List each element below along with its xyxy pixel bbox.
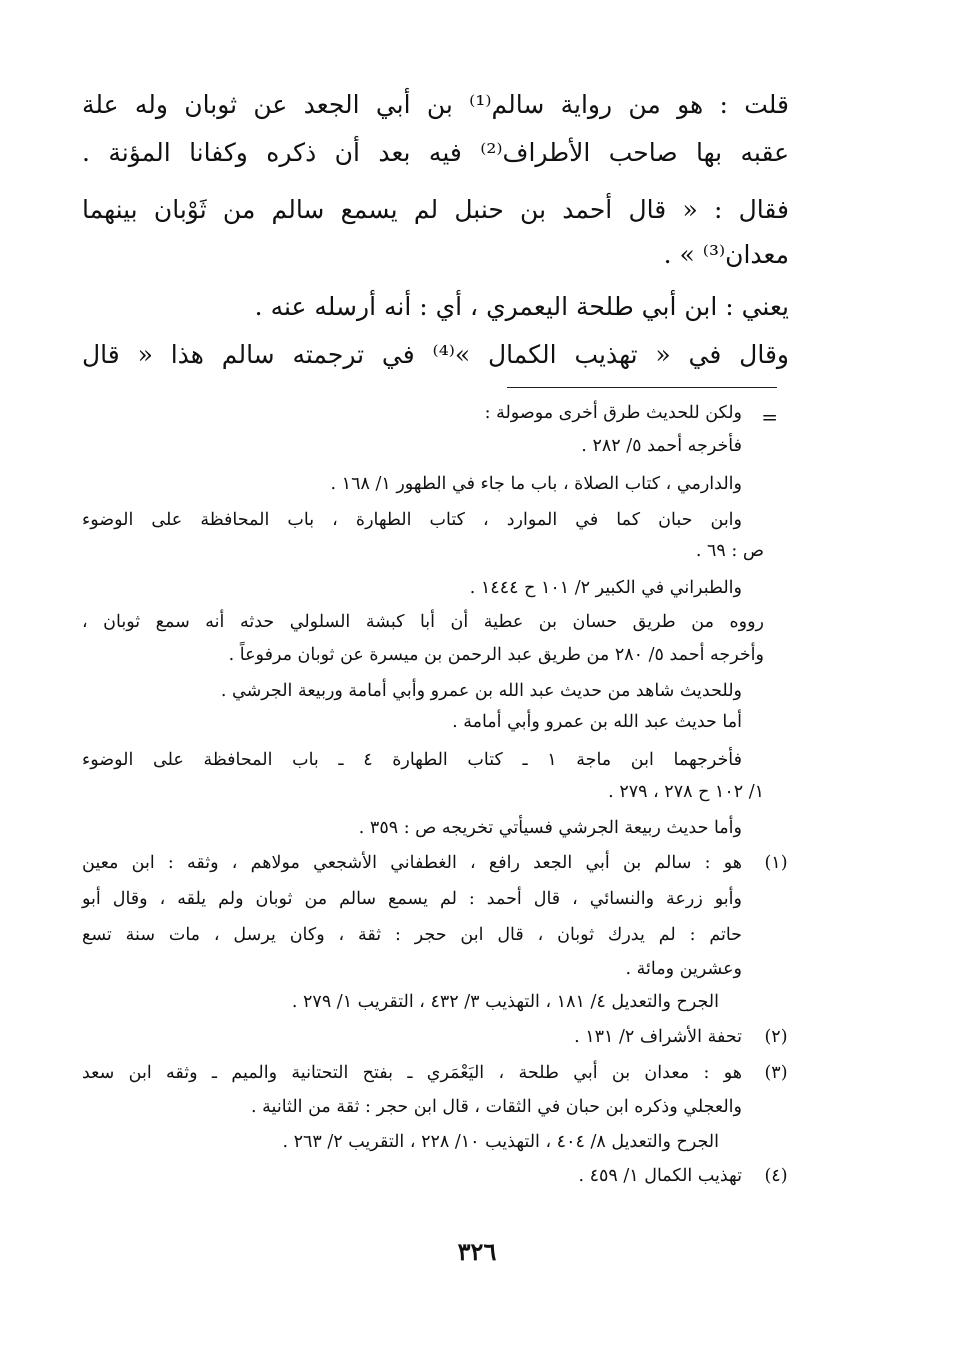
- footnote-number: (١): [764, 853, 788, 873]
- continuation-note-line: وأما حديث ربيعة الجرشي فسيأتي تخريجه ص : ٣٥٩ .: [358, 818, 742, 838]
- page-number: ٣٢٦: [457, 1237, 497, 1266]
- continuation-note-line: فأخرجه أحمد ٥/ ٢٨٢ .: [581, 436, 742, 456]
- footnote-line: حاتم : لم يدرك ثوبان ، قال ابن حجر : ثقة ، وكان يرسل ، مات سنة تسع: [82, 925, 742, 945]
- footnote-line: هو : معدان بن أبي طلحة ، اليَعْمَري ـ بفتح التحتانية والميم ـ وثقه ابن سعد: [82, 1063, 742, 1083]
- main-text-line: معدان⁽³⁾ » .: [663, 240, 789, 269]
- continuation-note-line: ص : ٦٩ .: [695, 541, 764, 561]
- footnote-line: والعجلي وذكره ابن حبان في الثقات ، قال ابن حجر : ثقة من الثانية .: [251, 1097, 742, 1117]
- main-text-line: عقبه بها صاحب الأطراف⁽²⁾ فيه بعد أن ذكره وكفانا المؤنة .: [82, 138, 790, 167]
- continuation-note-line: رووه من طريق حسان بن عطية أن أبا كبشة السلولي حدثه أنه سمع ثوبان ،: [82, 612, 764, 632]
- continuation-note-line: وأخرجه أحمد ٥/ ٢٨٠ من طريق عبد الرحمن بن ميسرة عن ثوبان مرفوعاً .: [228, 645, 764, 665]
- continuation-note-line: وللحديث شاهد من حديث عبد الله بن عمرو وأبي أمامة وربيعة الجرشي .: [220, 681, 742, 701]
- footnote-number: (٤): [764, 1166, 788, 1186]
- continuation-note-line: ١/ ١٠٢ ح ٢٧٨ ، ٢٧٩ .: [608, 782, 764, 802]
- footnote-line: هو : سالم بن أبي الجعد رافع ، الغطفاني الأشجعي مولاهم ، وثقه : ابن معين: [82, 853, 742, 873]
- footnote-line: الجرح والتعديل ٨/ ٤٠٤ ، التهذيب ١٠/ ٢٢٨ ، التقريب ٢/ ٢٦٣ .: [282, 1132, 719, 1152]
- main-text-line: يعني : ابن أبي طلحة اليعمري ، أي : أنه أرسله عنه .: [254, 292, 789, 321]
- footnote-line: تحفة الأشراف ٢/ ١٣١ .: [574, 1027, 742, 1047]
- main-text-line: فقال : « قال أحمد بن حنبل لم يسمع سالم من ثَوْبان بينهما: [82, 195, 789, 224]
- footnote-line: تهذيب الكمال ١/ ٤٥٩ .: [578, 1166, 742, 1186]
- continuation-note-line: والدارمي ، كتاب الصلاة ، باب ما جاء في الطهور ١/ ١٦٨ .: [330, 474, 742, 494]
- footnote-separator: [507, 387, 777, 388]
- continuation-note-line: والطبراني في الكبير ٢/ ١٠١ ح ١٤٤٤ .: [469, 578, 742, 598]
- footnote-number: (٢): [764, 1027, 788, 1047]
- footnote-line: وعشرين ومائة .: [625, 959, 742, 979]
- main-text-line: قلت : هو من رواية سالم⁽¹⁾ بن أبي الجعد عن ثوبان وله علة: [82, 90, 790, 119]
- continuation-note-line: أما حديث عبد الله بن عمرو وأبي أمامة .: [452, 712, 742, 732]
- continuation-note-line: ولكن للحديث طرق أخرى موصولة :: [484, 403, 742, 423]
- continuation-mark: =: [761, 405, 778, 429]
- main-text-line: وقال في « تهذيب الكمال »⁽⁴⁾ في ترجمته سالم هذا « قال: [82, 340, 789, 369]
- footnote-number: (٣): [764, 1063, 788, 1083]
- continuation-note-line: وابن حبان كما في الموارد ، كتاب الطهارة ، باب المحافظة على الوضوء: [82, 510, 742, 530]
- continuation-note-line: فأخرجهما ابن ماجة ١ ـ كتاب الطهارة ٤ ـ باب المحافظة على الوضوء: [82, 750, 742, 770]
- footnote-line: وأبو زرعة والنسائي ، قال أحمد : لم يسمع سالم من ثوبان ولم يلقه ، وقال أبو: [82, 889, 742, 909]
- footnote-line: الجرح والتعديل ٤/ ١٨١ ، التهذيب ٣/ ٤٣٢ ، التقريب ١/ ٢٧٩ .: [291, 992, 719, 1012]
